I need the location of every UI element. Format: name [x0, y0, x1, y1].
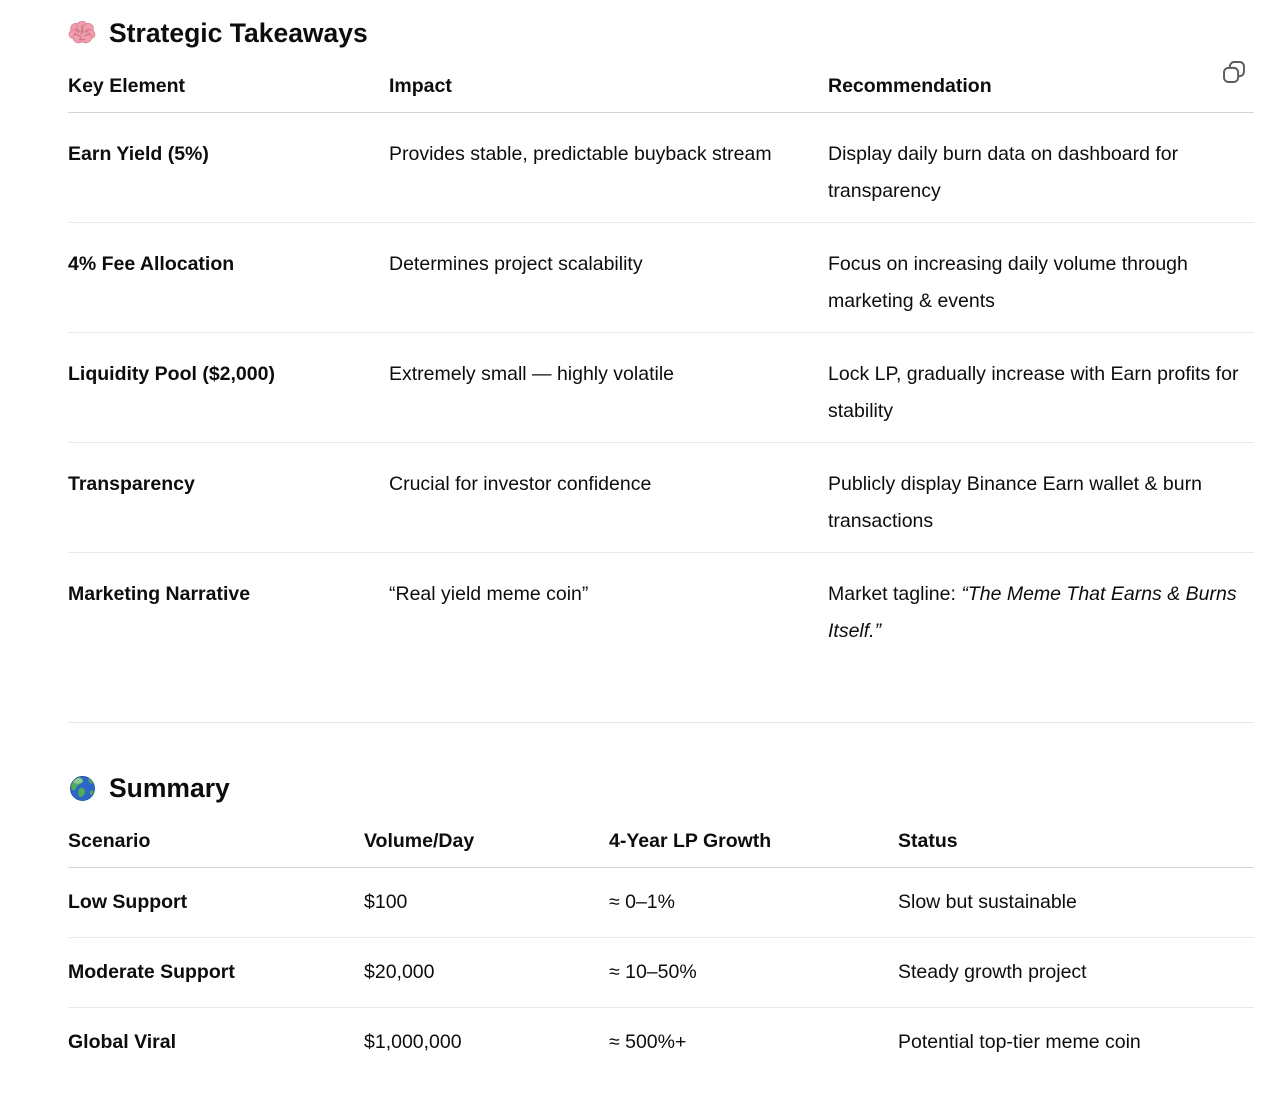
table-row — [68, 1008, 1254, 1078]
cell-key-element: 4% Fee Allocation — [68, 223, 389, 333]
cell-key-element: Earn Yield (5%) — [68, 113, 389, 223]
column-header-volume: Volume/Day — [364, 815, 609, 868]
cell-growth: ≈ 0–1% — [609, 868, 898, 938]
cell-growth: ≈ 10–50% — [609, 938, 898, 1008]
tagline-prefix: Market tagline: — [828, 583, 962, 605]
cell-recommendation — [828, 553, 1254, 663]
cell-key-element: Liquidity Pool ($2,000) — [68, 333, 389, 443]
cell-scenario: Global Viral — [68, 1031, 177, 1053]
section-strategic-takeaways — [68, 14, 1254, 662]
cell-volume: $20,000 — [364, 938, 609, 1008]
cell-scenario: Moderate Support — [68, 938, 364, 1008]
cell-recommendation: Publicly display Binance Earn wallet & burn transactions — [828, 443, 1254, 553]
column-header-growth: 4-Year LP Growth — [609, 815, 898, 868]
summary-table — [68, 815, 1254, 1077]
cell-status: Slow but sustainable — [898, 868, 1254, 938]
globe-icon — [68, 774, 96, 802]
column-header-impact: Impact — [389, 54, 828, 113]
section-divider — [68, 722, 1254, 723]
cell-volume: $100 — [364, 868, 609, 938]
column-header-status: Status — [898, 815, 1254, 868]
cell-key-element: Transparency — [68, 443, 389, 553]
cell-impact: Determines project scalability — [389, 223, 828, 333]
copy-table-button[interactable] — [1218, 56, 1250, 88]
copy-icon — [1221, 59, 1247, 85]
takeaways-table — [68, 54, 1254, 662]
table-row — [68, 553, 1254, 663]
cell-impact: Crucial for investor confidence — [389, 443, 828, 553]
takeaways-table-container — [68, 54, 1254, 662]
table-row — [68, 938, 1254, 1008]
cell-volume: $1,000,000 — [364, 1031, 462, 1053]
cell-recommendation: Lock LP, gradually increase with Earn profits for stability — [828, 333, 1254, 443]
table-row — [68, 868, 1254, 938]
column-header-scenario: Scenario — [68, 815, 364, 868]
cell-recommendation: Display daily burn data on dashboard for transparency — [828, 113, 1254, 223]
cell-growth: ≈ 500%+ — [609, 1031, 687, 1053]
column-header-recommendation: Recommendation — [828, 54, 1254, 113]
takeaways-heading — [68, 14, 1254, 52]
table-row — [68, 333, 1254, 443]
cell-recommendation: Focus on increasing daily volume through marketing & events — [828, 223, 1254, 333]
cell-impact: Extremely small — highly volatile — [389, 333, 828, 443]
brain-icon — [68, 19, 96, 47]
cell-scenario: Low Support — [68, 868, 364, 938]
summary-title: Summary — [109, 773, 230, 803]
cell-status: Potential top-tier meme coin — [898, 1031, 1141, 1053]
takeaways-header-row — [68, 54, 1254, 113]
cell-impact: Provides stable, predictable buyback stream — [389, 113, 828, 223]
summary-heading — [68, 769, 1254, 807]
section-summary — [68, 769, 1254, 1077]
table-row — [68, 223, 1254, 333]
cell-status: Steady growth project — [898, 938, 1254, 1008]
cell-key-element: Marketing Narrative — [68, 583, 251, 605]
takeaways-title: Strategic Takeaways — [109, 18, 368, 48]
table-row — [68, 443, 1254, 553]
tagline-quote: “The Meme That Earns & Burns Itself.” — [828, 583, 1237, 642]
table-row — [68, 113, 1254, 223]
cell-impact: “Real yield meme coin” — [389, 583, 589, 605]
column-header-key-element: Key Element — [68, 54, 389, 113]
summary-header-row — [68, 815, 1254, 868]
